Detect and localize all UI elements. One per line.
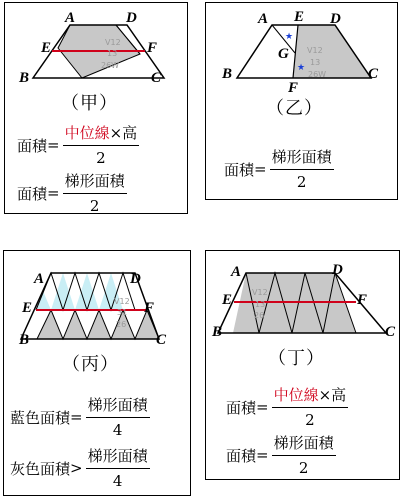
formula-jia-2 bbox=[17, 173, 127, 214]
formula-ding-2 bbox=[226, 435, 336, 476]
gray-triangle-3 bbox=[87, 310, 111, 339]
denominator-bing-2: 4 bbox=[112, 471, 123, 490]
numerator-ding-2: 梯形面積 bbox=[272, 435, 336, 456]
caption-yi: （乙） bbox=[266, 98, 323, 119]
label-B-jia: B bbox=[19, 70, 30, 86]
label-C-ding: C bbox=[385, 324, 396, 340]
formula-bing-2-lhs: 灰色面積 bbox=[10, 459, 71, 478]
watermark-ding-3: 26 bbox=[254, 311, 265, 320]
formula-ding-2-op: = bbox=[256, 446, 269, 465]
denominator-ding-1: 2 bbox=[305, 410, 315, 429]
label-E-ding: E bbox=[222, 292, 233, 308]
star-icon-bottom-yi: ★ bbox=[297, 63, 306, 73]
label-D-ding: D bbox=[332, 262, 343, 278]
formula-bing-2-op: > bbox=[70, 459, 83, 478]
numerator-bing-2: 梯形面積 bbox=[86, 448, 150, 469]
label-G-yi: G bbox=[278, 46, 289, 62]
formula-ding-1-op: = bbox=[256, 398, 269, 417]
numerator-jia-2: 梯形面積 bbox=[63, 173, 127, 194]
watermark-bing-3: 26 bbox=[116, 320, 127, 329]
panel-yi bbox=[205, 2, 398, 200]
times-height-ding-1: ×高 bbox=[318, 386, 347, 404]
fraction-ding-2 bbox=[272, 435, 336, 476]
watermark-jia-2: 13 bbox=[107, 49, 118, 58]
formula-ding-1 bbox=[226, 387, 348, 428]
numerator-bing-1: 梯形面積 bbox=[86, 397, 150, 418]
label-E-yi: E bbox=[294, 9, 305, 25]
caption-jia: （甲） bbox=[61, 93, 118, 114]
fraction-jia-2 bbox=[63, 173, 127, 214]
times-height-jia-1: ×高 bbox=[109, 124, 138, 142]
formula-bing-1-lhs: 藍色面積 bbox=[10, 408, 71, 427]
caption-ding: （丁） bbox=[268, 348, 325, 369]
numerator-ding-1 bbox=[272, 387, 349, 408]
label-B-bing: B bbox=[19, 332, 30, 348]
formula-bing-1 bbox=[10, 397, 150, 438]
formula-jia-2-lhs: 面積 bbox=[17, 184, 48, 203]
panel-jia bbox=[4, 2, 188, 214]
denominator-yi-1: 2 bbox=[296, 172, 307, 191]
formula-ding-2-lhs: 面積 bbox=[226, 446, 257, 465]
label-C-jia: C bbox=[151, 70, 162, 86]
panel-bing bbox=[3, 250, 191, 496]
midline-text-jia-1: 中位線 bbox=[64, 124, 110, 142]
label-E-bing: E bbox=[22, 300, 33, 316]
formula-yi-1-op: = bbox=[254, 160, 267, 179]
label-B-ding: B bbox=[212, 324, 223, 340]
formula-ding-1-lhs: 面積 bbox=[226, 398, 257, 417]
watermark-ding-2: 13 bbox=[255, 300, 266, 309]
formula-jia-1-lhs: 面積 bbox=[17, 136, 48, 155]
formula-jia-1 bbox=[17, 125, 139, 166]
watermark-yi-3: 26W bbox=[308, 70, 327, 79]
formula-yi-1-lhs: 面積 bbox=[224, 160, 255, 179]
label-F-yi: F bbox=[288, 80, 299, 96]
denominator-jia-1: 2 bbox=[96, 148, 106, 167]
watermark-ding-1: V12 bbox=[252, 288, 268, 297]
blue-triangle-2 bbox=[51, 273, 75, 310]
fraction-ding-1 bbox=[272, 387, 349, 428]
formula-bing-2 bbox=[10, 448, 150, 489]
label-A-bing: A bbox=[34, 271, 45, 287]
blue-triangle-3 bbox=[75, 273, 99, 310]
label-B-yi: B bbox=[222, 66, 233, 82]
watermark-bing-2: 31 bbox=[117, 308, 128, 317]
panel-ding bbox=[205, 250, 400, 480]
formula-jia-2-op: = bbox=[47, 184, 60, 203]
label-C-bing: C bbox=[156, 332, 167, 348]
star-icon-top-yi: ★ bbox=[285, 32, 294, 42]
label-D-jia: D bbox=[126, 10, 137, 26]
label-A-jia: A bbox=[65, 10, 76, 26]
fraction-bing-2 bbox=[86, 448, 150, 489]
denominator-bing-1: 4 bbox=[112, 420, 123, 439]
gray-triangle-2 bbox=[63, 310, 87, 339]
numerator-jia-1 bbox=[63, 125, 140, 146]
label-F-bing: F bbox=[144, 300, 155, 316]
formula-jia-1-op: = bbox=[47, 136, 60, 155]
numerator-yi-1: 梯形面積 bbox=[270, 149, 334, 170]
watermark-yi-2: 13 bbox=[310, 58, 321, 67]
label-F-jia: F bbox=[147, 40, 158, 56]
formula-bing-1-op: = bbox=[70, 408, 83, 427]
label-C-yi: C bbox=[368, 66, 379, 82]
formula-yi-1 bbox=[224, 149, 334, 190]
midline-text-ding-1: 中位線 bbox=[273, 386, 319, 404]
watermark-bing-1: V12 bbox=[114, 297, 130, 306]
label-D-yi: D bbox=[330, 11, 341, 27]
fraction-jia-1 bbox=[63, 125, 140, 166]
label-A-yi: A bbox=[258, 11, 269, 27]
gray-triangle-1 bbox=[37, 310, 63, 339]
watermark-yi-1: V12 bbox=[307, 46, 323, 55]
fraction-bing-1 bbox=[86, 397, 150, 438]
denominator-ding-2: 2 bbox=[298, 458, 309, 477]
label-A-ding: A bbox=[231, 264, 242, 280]
caption-bing: （丙） bbox=[62, 354, 119, 375]
label-E-jia: E bbox=[41, 40, 52, 56]
watermark-jia-3: 26W bbox=[101, 61, 120, 70]
watermark-jia-1: V12 bbox=[105, 38, 121, 47]
label-D-bing: D bbox=[130, 271, 141, 287]
fraction-yi-1 bbox=[270, 149, 334, 190]
denominator-jia-2: 2 bbox=[89, 196, 100, 215]
label-F-ding: F bbox=[357, 292, 368, 308]
